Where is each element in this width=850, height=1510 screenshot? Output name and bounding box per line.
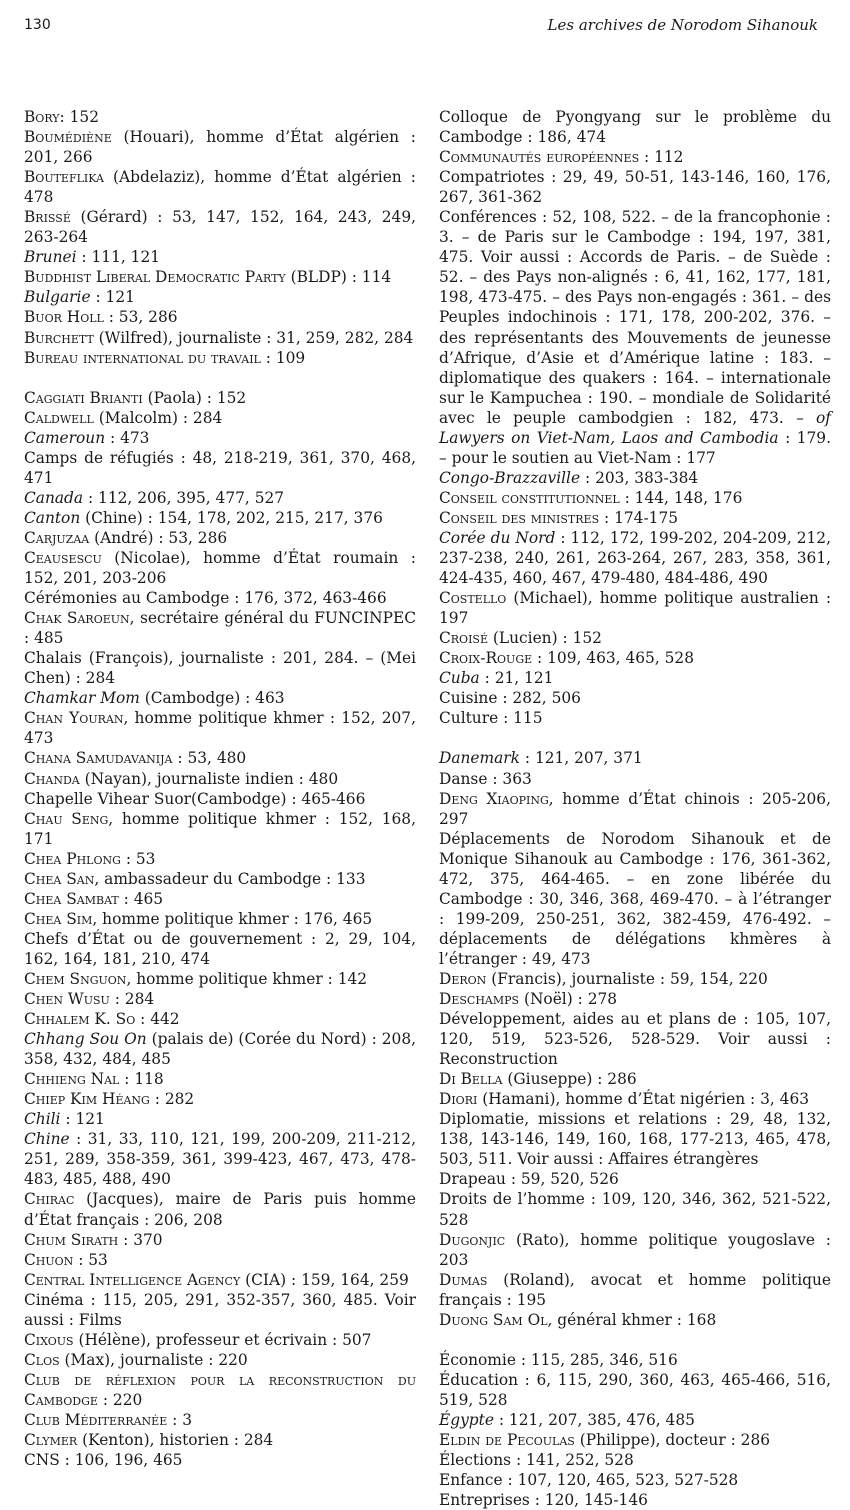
entry-text: (Philippe), docteur : 286 — [574, 1431, 771, 1449]
entry-name: Croix-Rouge — [439, 649, 533, 668]
index-entry — [439, 167, 831, 207]
entry-text: : 53, 480 — [172, 749, 247, 768]
index-entry — [439, 769, 831, 789]
index-entry — [439, 147, 831, 167]
entry-text: Économie : 115, 285, 346, 516 — [439, 1350, 678, 1369]
entry-text: : 174-175 — [599, 508, 679, 527]
index-entry — [439, 1430, 831, 1450]
entry-text: , ambassadeur du Cambodge : 133 — [94, 869, 366, 888]
entry-text: (Cambodge) : 463 — [139, 689, 285, 708]
entry-name: Chum Sirath — [24, 1230, 119, 1249]
entry-text: : 220 — [97, 1390, 143, 1409]
index-entry — [24, 287, 416, 307]
entry-text: (palais de) (Corée du Nord) : 208, 358, 432, 484, 485 — [24, 1030, 416, 1069]
entry-name: Deschamps — [439, 990, 520, 1009]
entry-name: Communautés européennes — [439, 148, 640, 167]
entry-text: Chefs d’État ou de gouvernement : 2, 29, 104, 162, 164, 181, 210, 474 — [24, 929, 416, 968]
index-entry — [24, 1069, 416, 1089]
entry-text: : 121 — [60, 1110, 105, 1129]
index-entry — [24, 1350, 416, 1370]
index-entry — [24, 127, 416, 167]
index-entry — [24, 989, 416, 1009]
entry-name: Chiep Kim Héang — [24, 1090, 150, 1109]
index-entry — [439, 1089, 831, 1109]
entry-text: : 112, 206, 395, 477, 527 — [83, 488, 285, 507]
index-entry — [439, 588, 831, 628]
entry-text: Droits de l’homme : 109, 120, 346, 362, 521-522, 528 — [439, 1190, 831, 1229]
index-entry — [24, 1230, 416, 1250]
index-entry — [439, 708, 831, 728]
entry-text: : 53, 286 — [103, 308, 178, 327]
index-entry — [24, 1029, 416, 1069]
entry-text: (Chine) : 154, 178, 202, 215, 217, 376 — [80, 508, 383, 527]
index-entry — [439, 628, 831, 648]
index-entry — [24, 708, 416, 748]
entry-text: : 31, 33, 110, 121, 199, 200-209, 211-212, 251, 289, 358-359, 361, 399-423, 467, 473, 478-483, 485, 488, 490 — [24, 1130, 416, 1189]
entry-text: (Kenton), historien : 284 — [77, 1431, 274, 1450]
index-entry — [24, 1330, 416, 1350]
entry-text: : 144, 148, 176 — [619, 488, 743, 507]
entry-text: Chapelle Vihear Suor(Cambodge) : 465-466 — [24, 789, 366, 808]
entry-text: , homme politique khmer : 152, 207, 473 — [24, 709, 416, 748]
entry-name: Chanda — [24, 769, 80, 788]
entry-name: Boumédiène — [24, 128, 112, 147]
entry-place: Chhang Sou On — [24, 1030, 147, 1049]
index-entry — [439, 668, 831, 688]
index-entry — [24, 508, 416, 528]
entry-text: : 53 — [73, 1250, 108, 1269]
entry-text: Déplacements de Norodom Sihanouk et de Monique Sihanouk au Cambodge : 176, 361-362, 472, 375, 464-465. – en zone libérée du Cambodge : 30, 346, 368, 469-470. – à l’étranger : 199-209, 250-251, 362, 382-459, 476-492. – déplacements de délégations khmères à l’étranger : 49, 473 — [439, 829, 831, 968]
index-entry — [439, 989, 831, 1009]
index-entry — [439, 1230, 831, 1270]
entry-text: : 442 — [135, 1010, 180, 1029]
entry-text: (Wilfred), journaliste : 31, 259, 282, 284 — [93, 328, 414, 347]
index-entry — [24, 1290, 416, 1330]
entry-text: Élections : 141, 252, 528 — [439, 1451, 634, 1470]
entry-text: Entreprises : 120, 145-146 — [439, 1491, 648, 1510]
entry-text: Compatriotes : 29, 49, 50-51, 143-146, 160, 176, 267, 361-362 — [439, 168, 831, 207]
entry-name: Di Bella — [439, 1070, 503, 1089]
entry-text: Enfance : 107, 120, 465, 523, 527-528 — [439, 1471, 739, 1490]
index-entry — [439, 1370, 831, 1410]
entry-text: : 203, 383-384 — [580, 468, 699, 487]
entry-text: : 109 — [260, 348, 306, 367]
index-entry — [439, 1470, 831, 1490]
index-entry — [439, 1109, 831, 1169]
entry-text: : 3 — [167, 1411, 193, 1429]
entry-text: : 152 — [59, 108, 100, 126]
index-entry — [439, 528, 831, 588]
index-entry — [24, 909, 416, 929]
entry-text: Diplomatie, missions et relations : 29, 48, 132, 138, 143-146, 149, 160, 168, 177-213, 465, 478, 503, 511. Voir aussi : Affaires étrangères — [439, 1110, 831, 1169]
entry-text: Danse : 363 — [439, 769, 532, 788]
entry-text: : 179. – pour le soutien au Viet-Nam : 177 — [439, 428, 831, 467]
entry-text: , général khmer : 168 — [547, 1310, 717, 1329]
entry-name: Deng Xiaoping — [439, 789, 549, 808]
entry-name: Chirac — [24, 1190, 75, 1209]
entry-name: Chuon — [24, 1250, 74, 1269]
entry-name: Chea Phlong — [24, 849, 121, 868]
index-entry — [439, 1169, 831, 1189]
entry-name: Burchett — [24, 328, 94, 347]
entry-text: (Roland), avocat et homme politique français : 195 — [439, 1270, 831, 1309]
index-entry — [24, 307, 416, 327]
entry-name: Chau Seng — [24, 809, 109, 828]
entry-name: Eldin de Pecoulas — [439, 1431, 575, 1449]
entry-name: Bureau international du travail — [24, 348, 261, 367]
entry-text: Cérémonies au Cambodge : 176, 372, 463-466 — [24, 589, 387, 608]
index-entry — [24, 1189, 416, 1229]
entry-text: : 112, 172, 199-202, 204-209, 212, 237-238, 240, 261, 263-264, 267, 283, 358, 361, 424-435, 460, 467, 479-480, 484-486, 490 — [439, 528, 831, 588]
entry-name: Conseil constitutionnel — [439, 488, 620, 507]
entry-place: Congo-Brazzaville — [439, 468, 581, 487]
entry-text: (CIA) : 159, 164, 259 — [240, 1270, 409, 1289]
index-entry — [24, 608, 416, 648]
index-entry — [24, 1370, 416, 1410]
entry-name: Croisé — [439, 629, 488, 648]
index-entry — [439, 207, 831, 468]
entry-text: (Hamani), homme d’État nigérien : 3, 463 — [477, 1090, 810, 1109]
entry-text: (Max), journaliste : 220 — [59, 1350, 248, 1369]
index-entry — [439, 468, 831, 488]
entry-name: Chem Snguon — [24, 969, 127, 988]
index-entry — [439, 648, 831, 668]
index-entry — [439, 1189, 831, 1229]
entry-name: Buddhist Liberal Democratic Party — [24, 268, 286, 287]
entry-name: Conseil des ministres — [439, 508, 600, 527]
entry-name: Chea Sim — [24, 909, 93, 928]
entry-text: Développement, aides au et plans de : 105, 107, 120, 519, 523-526, 528-529. Voir aussi : Reconstruction — [439, 1010, 831, 1069]
entry-text: (André) : 53, 286 — [89, 528, 228, 547]
entry-name: Club de réflexion pour la reconstruction du Cambodge — [24, 1370, 416, 1409]
entry-text: : 112 — [639, 148, 684, 167]
entry-place: Canada — [24, 488, 84, 507]
index-entry — [24, 869, 416, 889]
index-entry — [24, 688, 416, 708]
entry-text: , homme politique khmer : 152, 168, 171 — [24, 809, 416, 848]
entry-name: Chhieng Nal — [24, 1070, 120, 1089]
index-entry — [24, 408, 416, 428]
entry-text: : 53 — [120, 849, 156, 868]
entry-place: Chili — [24, 1110, 61, 1129]
index-entry — [24, 769, 416, 789]
index-entry — [24, 488, 416, 508]
index-entry — [439, 1450, 831, 1470]
entry-name: Caggiati Brianti — [24, 388, 143, 407]
index-entry — [439, 1069, 831, 1089]
entry-text: Culture : 115 — [439, 709, 543, 728]
index-entry — [439, 748, 831, 768]
entry-text: (Lucien) : 152 — [488, 629, 602, 648]
entry-name: Clos — [24, 1350, 60, 1369]
entry-text: (Paola) : 152 — [142, 388, 247, 407]
entry-text: : 473 — [105, 428, 150, 447]
entry-text: (Hélène), professeur et écrivain : 507 — [73, 1330, 372, 1349]
index-entry — [24, 1129, 416, 1189]
entry-name: Bouteflika — [24, 168, 104, 187]
entry-text: Chalais (François), journaliste : 201, 284. – (Mei Chen) : 284 — [24, 649, 416, 688]
entry-place: Chine — [24, 1130, 70, 1149]
index-entry — [439, 1490, 831, 1510]
index-entry — [24, 1450, 416, 1470]
index-entry — [24, 1410, 416, 1430]
entry-place: Égypte — [439, 1410, 494, 1429]
entry-place: Danemark — [439, 749, 520, 768]
index-entry — [24, 107, 416, 127]
entry-text: Conférences : 52, 108, 522. – de la francophonie : 3. – de Paris sur le Cambodge : 194, 197, 381, 475. Voir aussi : Accords de Paris. – de Suède : 52. – des Pays non-alignés : 6, 41, 162, 177, 181, 198, 473-475. – des Pays non-engagés : 361. – des Peuples indochinois : 171, 178, 200-202, 376. – des représentants des Mouvements de jeunesse d’Afrique, d’Asie et d’Amérique latine : 183. – diplomatique des quakers : 164. – internationale sur le Kampuchea : 190. – mondiale de Solidarité avec le peuple cambodgien : 182, 473. – — [439, 208, 831, 427]
index-entry — [439, 1310, 831, 1330]
entry-text: (Nicolae), homme d’État roumain : 152, 201, 203-206 — [24, 548, 416, 588]
entry-name: Caldwell — [24, 408, 94, 427]
entry-name: Chea Sambat — [24, 889, 119, 908]
index-entry — [24, 548, 416, 588]
index-entry — [439, 688, 831, 708]
entry-name: Ceausescu — [24, 548, 102, 567]
entry-name: Chan Youran — [24, 709, 124, 728]
entry-text: , homme politique khmer : 142 — [126, 969, 368, 988]
entry-text: , homme d’État chinois : 205-206, 297 — [439, 789, 831, 828]
index-entry — [439, 829, 831, 969]
page-number: 130 — [24, 17, 51, 33]
index-entry — [24, 969, 416, 989]
index-entry — [24, 1089, 416, 1109]
entry-name: Buor Holl — [24, 308, 104, 327]
index-entry — [439, 107, 831, 147]
index-column-right — [439, 107, 831, 1510]
entry-name: Clymer — [24, 1431, 78, 1450]
entry-place: Cuba — [439, 669, 480, 688]
entry-text: : 121 — [90, 288, 135, 307]
entry-name: Bory — [24, 108, 60, 126]
entry-name: Chana Samudavanija — [24, 749, 173, 768]
entry-text: (Houari), homme d’État algérien : 201, 266 — [24, 128, 416, 167]
entry-place: Brunei — [24, 248, 77, 267]
index-entry — [24, 648, 416, 688]
entry-text: CNS : 106, 196, 465 — [24, 1451, 183, 1470]
index-entry — [439, 1350, 831, 1370]
entry-name: Costello — [439, 589, 507, 608]
entry-text: : 118 — [119, 1070, 164, 1089]
index-entry — [439, 508, 831, 528]
entry-name: Chak Saroeun — [24, 609, 130, 628]
entry-text: : 282 — [149, 1090, 195, 1109]
entry-name: Cixous — [24, 1330, 74, 1349]
index-entry — [24, 889, 416, 909]
index-entry — [24, 849, 416, 869]
entry-text: (Gérard) : 53, 147, 152, 164, 243, 249, 263-264 — [24, 208, 416, 247]
index-entry — [24, 348, 416, 368]
entry-name: Chen Wusu — [24, 990, 110, 1009]
index-entry — [24, 1270, 416, 1290]
entry-text: : 284 — [109, 990, 155, 1009]
index-entry — [24, 1430, 416, 1450]
entry-text: : 109, 463, 465, 528 — [532, 649, 694, 668]
entry-text: : 121, 207, 385, 476, 485 — [493, 1410, 695, 1429]
entry-text: (Rato), homme politique yougoslave : 203 — [439, 1230, 831, 1269]
entry-text: (Nayan), journaliste indien : 480 — [79, 769, 339, 788]
entry-text: Éducation : 6, 115, 290, 360, 463, 465-466, 516, 519, 528 — [439, 1370, 831, 1409]
index-entry — [24, 929, 416, 969]
entry-text: (Malcolm) : 284 — [93, 408, 223, 427]
index-entry — [24, 247, 416, 267]
entry-text: Colloque de Pyongyang sur le problème du Cambodge : 186, 474 — [439, 108, 831, 147]
index-entry — [24, 528, 416, 548]
entry-text: : 21, 121 — [479, 669, 554, 688]
index-entry — [24, 207, 416, 247]
index-entry — [439, 789, 831, 829]
index-entry — [24, 428, 416, 448]
entry-name: Duong Sam Ol — [439, 1310, 548, 1329]
index-entry — [439, 1009, 831, 1069]
index-entry — [439, 488, 831, 508]
index-entry — [24, 267, 416, 287]
index-entry — [24, 448, 416, 488]
entry-name: Diori — [439, 1090, 478, 1109]
entry-text: (Abdelaziz), homme d’État algérien : 478 — [24, 168, 416, 207]
index-entry — [24, 1109, 416, 1129]
index-entry — [24, 748, 416, 768]
entry-text: , secrétaire général du FUNCINPEC : 485 — [24, 609, 416, 648]
index-entry — [24, 1250, 416, 1270]
entry-name: Brissé — [24, 208, 71, 227]
entry-place: Chamkar Mom — [24, 689, 140, 708]
entry-text: Cinéma : 115, 205, 291, 352-357, 360, 485. Voir aussi : Films — [24, 1290, 416, 1329]
index-entry — [24, 1009, 416, 1029]
index-entry — [24, 167, 416, 207]
entry-text: (BLDP) : 114 — [285, 268, 392, 287]
index-entry — [439, 1410, 831, 1430]
entry-name: Dugonjic — [439, 1230, 506, 1249]
entry-text: : 111, 121 — [76, 248, 161, 267]
entry-name: Dumas — [439, 1270, 488, 1289]
index-entry — [439, 1270, 831, 1310]
entry-text: (Giuseppe) : 286 — [502, 1070, 637, 1089]
index-entry — [24, 789, 416, 809]
entry-place: Corée du Nord — [439, 528, 556, 547]
entry-text: (Jacques), maire de Paris puis homme d’État français : 206, 208 — [24, 1190, 416, 1229]
entry-place: of Lawyers on Viet-Nam, Laos and Cambodia — [439, 408, 831, 447]
entry-name: Carjuzaa — [24, 528, 90, 547]
entry-name: Central Intelligence Agency — [24, 1270, 241, 1289]
entry-place: Cameroun — [24, 428, 106, 447]
entry-place: Canton — [24, 508, 81, 527]
entry-text: : 370 — [118, 1230, 163, 1249]
entry-text: (Noël) : 278 — [519, 990, 618, 1009]
entry-text: : 465 — [118, 889, 164, 908]
entry-text: Cuisine : 282, 506 — [439, 689, 581, 708]
running-title: Les archives de Norodom Sihanouk — [547, 16, 818, 34]
entry-name: Chhalem K. So — [24, 1010, 136, 1029]
index-entry — [24, 588, 416, 608]
entry-name: Deron — [439, 969, 487, 988]
entry-text: , homme politique khmer : 176, 465 — [92, 909, 373, 928]
entry-name: Club Méditerranée — [24, 1411, 168, 1429]
index-column-left — [24, 107, 416, 1470]
index-entry — [24, 328, 416, 348]
index-entry — [439, 969, 831, 989]
index-entry — [24, 388, 416, 408]
entry-text: (Francis), journaliste : 59, 154, 220 — [486, 969, 768, 988]
entry-text: (Michael), homme politique australien : 197 — [439, 589, 831, 628]
entry-name: Chea San — [24, 869, 95, 888]
entry-place: Bulgarie — [24, 288, 91, 307]
entry-text: : 121, 207, 371 — [520, 749, 643, 768]
entry-text: Camps de réfugiés : 48, 218-219, 361, 370, 468, 471 — [24, 448, 416, 487]
index-entry — [24, 809, 416, 849]
entry-text: Drapeau : 59, 520, 526 — [439, 1170, 619, 1189]
